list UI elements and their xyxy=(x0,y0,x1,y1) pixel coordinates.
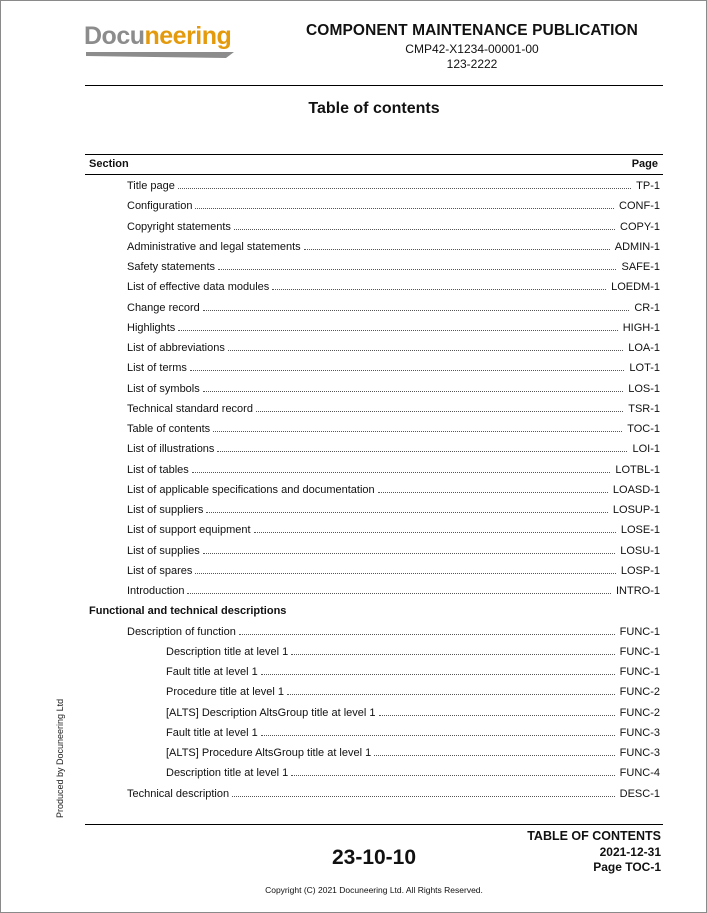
toc-entry-label: Technical description xyxy=(127,787,230,800)
toc-leader-dots xyxy=(218,269,616,270)
toc-entry[interactable] xyxy=(1,521,707,541)
toc-entry-label: List of symbols xyxy=(127,382,200,395)
toc-entry-label: List of illustrations xyxy=(127,443,215,456)
footer-section-title: TABLE OF CONTENTS xyxy=(527,829,661,843)
toc-entry[interactable] xyxy=(1,744,707,764)
toc-entry[interactable] xyxy=(1,380,707,400)
toc-entry[interactable] xyxy=(1,764,707,784)
toc-entry-page: FUNC-3 xyxy=(619,726,660,739)
toc-entry-page: LOASD-1 xyxy=(612,483,660,496)
document-number: 123-2222 xyxy=(446,57,498,71)
toc-leader-dots xyxy=(190,370,624,371)
column-header-section: Section xyxy=(89,158,129,170)
chapter-code: 23-10-10 xyxy=(331,846,417,869)
toc-entry-page: HIGH-1 xyxy=(622,321,660,334)
logo-text-part2: neering xyxy=(144,22,232,50)
toc-leader-dots xyxy=(287,694,615,695)
footer-page-label: Page TOC-1 xyxy=(593,860,661,874)
toc-entry[interactable] xyxy=(1,319,707,339)
toc-leader-dots xyxy=(203,391,623,392)
toc-entry[interactable] xyxy=(1,785,707,805)
toc-entry[interactable] xyxy=(1,683,707,703)
toc-entry-label: List of applicable specifications and documentation xyxy=(127,483,375,496)
toc-leader-dots xyxy=(178,188,631,189)
publication-title: COMPONENT MAINTENANCE PUBLICATION xyxy=(306,22,638,39)
toc-leader-dots xyxy=(232,796,615,797)
toc-leader-dots xyxy=(234,229,615,230)
toc-entry-page: FUNC-1 xyxy=(619,666,660,678)
toc-entry[interactable] xyxy=(1,663,707,683)
toc-leader-dots xyxy=(239,634,615,635)
document-code: CMP42-X1234-00001-00 xyxy=(405,42,539,56)
docuneering-logo xyxy=(84,21,242,59)
side-note: Produced by Docuneering Ltd xyxy=(55,698,65,818)
toc-leader-dots xyxy=(261,674,615,675)
toc-entry[interactable] xyxy=(1,197,707,217)
toc-entry[interactable] xyxy=(1,582,707,602)
toc-leader-dots xyxy=(256,411,623,412)
toc-entry-page: TP-1 xyxy=(636,180,660,192)
toc-entry-page: ADMIN-1 xyxy=(614,240,660,253)
toc-entry-label: Procedure title at level 1 xyxy=(166,686,285,699)
toc-entry-page: LOSUP-1 xyxy=(612,504,660,516)
toc-leader-dots xyxy=(291,775,615,776)
toc-entry-page: LOEDM-1 xyxy=(611,281,660,294)
toc-entry-label: Description of function xyxy=(127,625,236,638)
copyright-notice: Copyright (C) 2021 Docuneering Ltd. All Rights Reserved. xyxy=(265,885,483,895)
toc-entry[interactable] xyxy=(1,420,707,440)
page-title: Table of contents xyxy=(308,100,440,117)
toc-group-heading xyxy=(1,602,707,622)
toc-entry[interactable] xyxy=(1,400,707,420)
toc-leader-dots xyxy=(228,350,623,351)
toc-entry-label: Description title at level 1 xyxy=(166,767,289,780)
toc-entry-label: [ALTS] Procedure AltsGroup title at level 1 xyxy=(166,747,372,759)
toc-entry-label: Fault title at level 1 xyxy=(166,666,258,678)
toc-entry-page: LOI-1 xyxy=(632,443,660,456)
toc-entry[interactable] xyxy=(1,704,707,724)
toc-entry-page: TOC-1 xyxy=(627,423,660,435)
toc-entry-label: Table of contents xyxy=(127,423,211,435)
toc-entry-page: FUNC-1 xyxy=(619,625,660,638)
toc-leader-dots xyxy=(192,472,610,473)
toc-entry-page: LOT-1 xyxy=(629,362,660,375)
toc-entry[interactable] xyxy=(1,481,707,501)
toc-entry[interactable] xyxy=(1,218,707,238)
toc-entry-label: Safety statements xyxy=(127,261,216,273)
toc-entry-label: List of support equipment xyxy=(127,524,251,537)
toc-entry-label: Change record xyxy=(127,301,200,314)
toc-entry-page: LOA-1 xyxy=(628,342,660,354)
toc-entry-label: List of spares xyxy=(127,564,193,577)
table-top-rule xyxy=(85,154,663,155)
toc-entry-label: Description title at level 1 xyxy=(166,645,289,658)
toc-entry-page: LOS-1 xyxy=(628,382,660,395)
toc-entry-page: LOTBL-1 xyxy=(615,463,660,476)
toc-entry[interactable] xyxy=(1,359,707,379)
toc-entry[interactable] xyxy=(1,339,707,359)
toc-entry-label: [ALTS] Description AltsGroup title at level 1 xyxy=(166,706,376,719)
toc-entry-label: List of supplies xyxy=(127,544,200,557)
toc-entry-label: List of terms xyxy=(127,362,187,375)
toc-entry[interactable] xyxy=(1,299,707,319)
toc-leader-dots xyxy=(213,431,622,432)
toc-entry-page: FUNC-4 xyxy=(619,767,660,780)
toc-entry[interactable] xyxy=(1,258,707,278)
toc-leader-dots xyxy=(203,553,615,554)
toc-entry-label: List of abbreviations xyxy=(127,342,225,354)
toc-leader-dots xyxy=(195,573,616,574)
toc-leader-dots xyxy=(261,735,615,736)
toc-entry-label: Configuration xyxy=(127,200,193,213)
toc-entry-page: SAFE-1 xyxy=(621,261,660,273)
toc-entry-page: CR-1 xyxy=(634,301,660,314)
toc-leader-dots xyxy=(291,654,615,655)
toc-entry-page: CONF-1 xyxy=(619,200,660,213)
toc-entry-page: LOSU-1 xyxy=(620,544,660,557)
toc-entry-label: List of effective data modules xyxy=(127,281,270,294)
toc-leader-dots xyxy=(187,593,611,594)
column-header-page: Page xyxy=(631,158,658,170)
toc-leader-dots xyxy=(217,451,627,452)
header-divider xyxy=(85,85,663,86)
toc-leader-dots xyxy=(379,715,615,716)
table-header-rule xyxy=(85,174,663,175)
toc-entry-label: List of tables xyxy=(127,463,189,476)
toc-entry[interactable] xyxy=(1,238,707,258)
toc-leader-dots xyxy=(272,289,606,290)
toc-entry[interactable] xyxy=(1,562,707,582)
toc-entry[interactable] xyxy=(1,501,707,521)
toc-entry-page: DESC-1 xyxy=(619,787,660,800)
footer-date: 2021-12-31 xyxy=(599,845,661,859)
toc-entry[interactable] xyxy=(1,542,707,562)
toc-entry-label: Administrative and legal statements xyxy=(127,240,301,253)
toc-entry-label: Copyright statements xyxy=(127,220,231,233)
toc-leader-dots xyxy=(195,208,614,209)
toc-entry[interactable] xyxy=(1,643,707,663)
toc-entry-label: List of suppliers xyxy=(127,504,204,516)
toc-entry-page: FUNC-2 xyxy=(619,706,660,719)
toc-entry-label: Highlights xyxy=(127,321,176,334)
toc-leader-dots xyxy=(178,330,618,331)
toc-leader-dots xyxy=(206,512,608,513)
toc-entry-page: TSR-1 xyxy=(628,402,660,415)
toc-entry-label: Functional and technical descriptions xyxy=(89,605,287,618)
toc-leader-dots xyxy=(374,755,615,756)
toc-leader-dots xyxy=(304,249,610,250)
toc-leader-dots xyxy=(378,492,608,493)
toc-entry-page: FUNC-3 xyxy=(619,747,660,759)
toc-entry-page: INTRO-1 xyxy=(616,585,660,597)
toc-entry[interactable] xyxy=(1,440,707,460)
toc-entry[interactable] xyxy=(1,461,707,481)
toc-leader-dots xyxy=(254,532,616,533)
toc-entry[interactable] xyxy=(1,623,707,643)
toc-entry-label: Technical standard record xyxy=(127,402,253,415)
footer-divider xyxy=(85,824,663,825)
logo-text-part1: Docu xyxy=(84,22,145,50)
toc-list xyxy=(1,177,707,805)
logo-wordmark xyxy=(84,21,242,51)
toc-entry-page: LOSE-1 xyxy=(620,524,660,537)
toc-entry[interactable] xyxy=(1,724,707,744)
toc-entry-page: FUNC-2 xyxy=(619,686,660,699)
toc-entry[interactable] xyxy=(1,278,707,298)
toc-entry-page: FUNC-1 xyxy=(619,645,660,658)
toc-leader-dots xyxy=(203,310,629,311)
toc-entry-page: LOSP-1 xyxy=(620,564,660,577)
toc-entry[interactable] xyxy=(1,177,707,197)
toc-entry-page: COPY-1 xyxy=(620,220,660,233)
toc-entry-label: Introduction xyxy=(127,585,185,597)
toc-entry-label: Fault title at level 1 xyxy=(166,726,258,739)
toc-entry-label: Title page xyxy=(127,180,175,192)
